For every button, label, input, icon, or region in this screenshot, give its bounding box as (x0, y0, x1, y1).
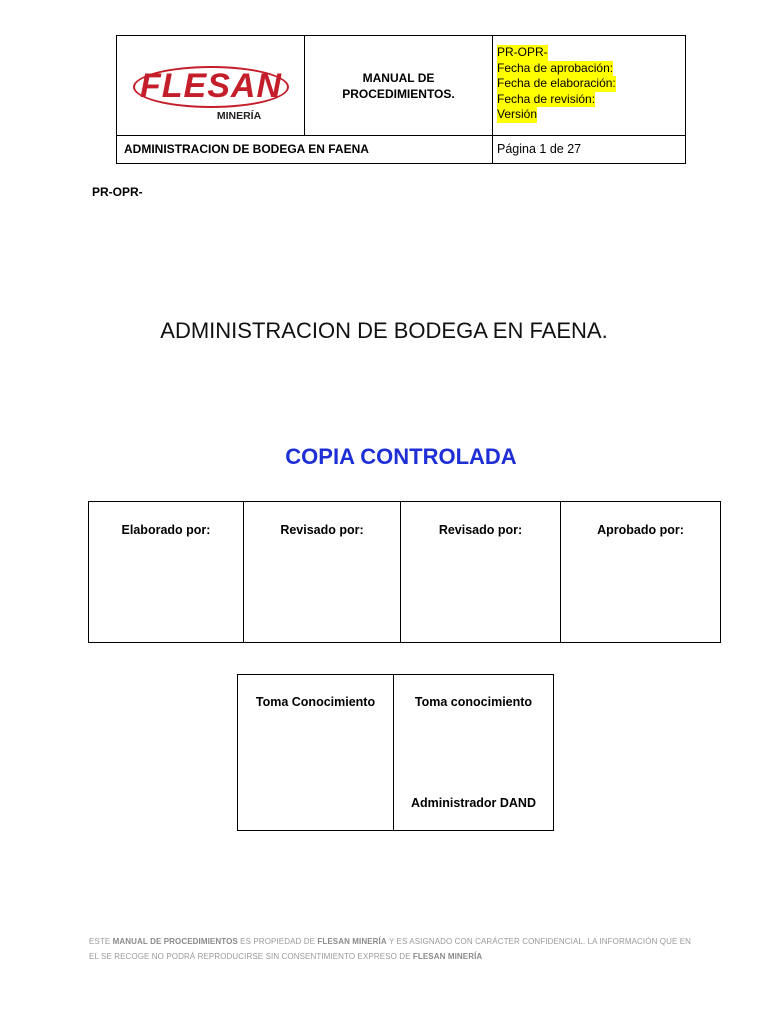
footer-bold-1: MANUAL DE PROCEDIMIENTOS (112, 937, 238, 946)
controlled-copy-label: COPIA CONTROLADA (285, 444, 517, 469)
page-info-cell: Página 1 de 27 (497, 142, 582, 156)
footer-bold-2: FLESAN MINERÍA (317, 937, 387, 946)
manual-type-cell (305, 36, 493, 135)
footer-text-2: ES PROPIEDAD DE (237, 937, 318, 946)
footer-text-3: Y ES ASIGNADO CON CARÁCTER CONFIDENCIAL. LA INFORMACIÓN QUE EN EL SE RECOGE NO PODRÁ REPRODUCIRSE SIN CONSENTIMIENTO EXPRESO DE (89, 937, 692, 961)
flesan-logo-subtitle: MINERÍA (216, 110, 262, 122)
meta-version: Versión (497, 107, 538, 121)
manual-line-2: PROCEDIMIENTOS. (342, 86, 455, 101)
sig-label-reviewed-1: Revisado por: (280, 523, 364, 537)
footer-bold-3: FLESAN MINERÍA (412, 952, 483, 961)
sig-cell-reviewed-1 (244, 502, 401, 642)
meta-elaboration-date: Fecha de elaboración: (497, 76, 616, 90)
meta-revision-date: Fecha de revisión: (497, 91, 596, 106)
ack-signer-admin: Administrador DAND (410, 796, 536, 810)
ack-label-2: Toma conocimiento (414, 695, 533, 709)
sig-cell-reviewed-2 (401, 502, 561, 642)
procedure-title-cell: ADMINISTRACION DE BODEGA EN FAENA (117, 136, 493, 163)
meta-approval-date: Fecha de aprobación: (497, 60, 614, 75)
confidentiality-footer (89, 934, 699, 964)
sig-label-approved: Aprobado por: (597, 523, 684, 537)
document-header-table (116, 35, 686, 164)
ack-cell-2 (394, 675, 553, 830)
document-meta-cell (493, 36, 685, 135)
logo-cell (117, 36, 305, 135)
document-code: PR-OPR- (92, 185, 143, 199)
main-title: ADMINISTRACION DE BODEGA EN FAENA. (160, 318, 608, 343)
header-row-2 (117, 135, 685, 163)
ack-label-1: Toma Conocimiento (255, 695, 376, 709)
sig-label-reviewed-2: Revisado por: (438, 523, 523, 537)
manual-line-1: MANUAL DE (362, 70, 435, 85)
acknowledgement-table (237, 674, 554, 831)
sig-cell-elaborated (89, 502, 244, 642)
meta-code: PR-OPR- (497, 45, 548, 59)
sig-cell-approved (561, 502, 720, 642)
sig-label-elaborated: Elaborado por: (121, 523, 211, 537)
flesan-logo-text: FLESAN (140, 67, 282, 105)
footer-text-1: ESTE (89, 937, 113, 946)
signature-table (88, 501, 721, 643)
ack-cell-1 (238, 675, 394, 830)
